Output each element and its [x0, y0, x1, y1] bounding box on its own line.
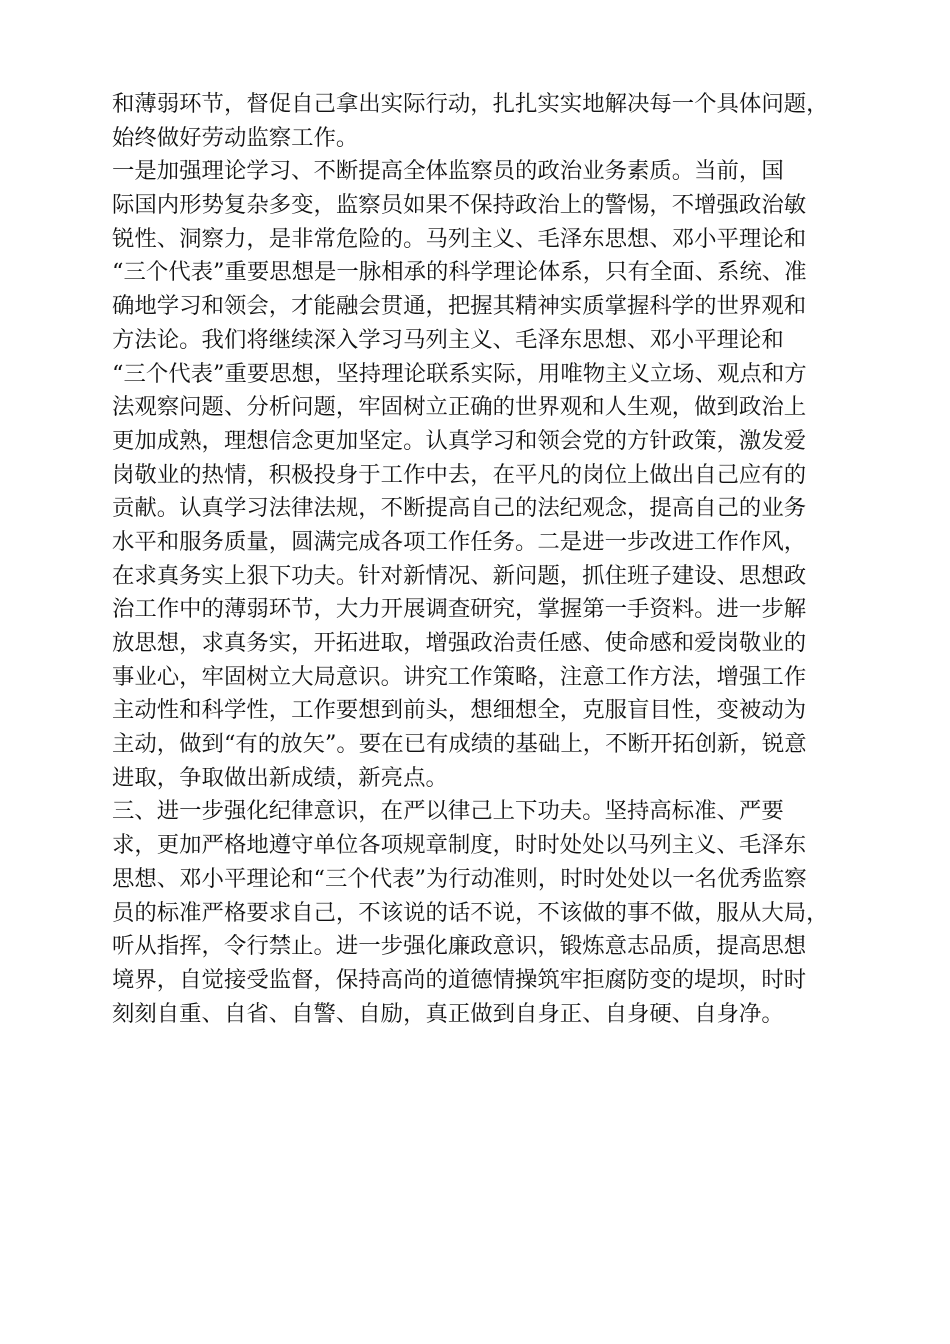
text-line: 一是加强理论学习、不断提高全体监察员的政治业务素质。当前，国	[112, 158, 784, 185]
text-line: 贡献。认真学习法律法规，不断提高自己的法纪观念，提高自己的业务	[112, 495, 807, 522]
text-line: 员的标准严格要求自己，不该说的话不说，不该做的事不做，服从大局，	[112, 899, 829, 926]
text-line: 治工作中的薄弱环节，大力开展调查研究，掌握第一手资料。进一步解	[112, 596, 807, 623]
text-line: 三、进一步强化纪律意识，在严以律己上下功夫。坚持高标准、严要	[112, 798, 784, 825]
text-line: 锐性、洞察力，是非常危险的。马列主义、毛泽东思想、邓小平理论和	[112, 225, 807, 252]
text-line: 思想、邓小平理论和“三个代表”为行动准则，时时处处以一名优秀监察	[112, 865, 807, 892]
text-line: 方法论。我们将继续深入学习马列主义、毛泽东思想、邓小平理论和	[112, 326, 784, 353]
text-line: 际国内形势复杂多变，监察员如果不保持政治上的警惕，不增强政治敏	[112, 192, 807, 219]
text-line: “三个代表”重要思想，坚持理论联系实际，用唯物主义立场、观点和方	[112, 360, 807, 387]
text-line: 岗敬业的热情，积极投身于工作中去，在平凡的岗位上做出自己应有的	[112, 461, 807, 488]
text-line: 更加成熟，理想信念更加坚定。认真学习和领会党的方针政策，激发爱	[112, 427, 807, 454]
text-line: 水平和服务质量，圆满完成各项工作任务。二是进一步改进工作作风，	[112, 528, 807, 555]
text-line: 求，更加严格地遵守单位各项规章制度，时时处处以马列主义、毛泽东	[112, 832, 807, 859]
text-line: 法观察问题、分析问题，牢固树立正确的世界观和人生观，做到政治上	[112, 394, 807, 421]
text-line: 主动性和科学性，工作要想到前头，想细想全，克服盲目性，变被动为	[112, 697, 807, 724]
text-line: 刻刻自重、自省、自警、自励，真正做到自身正、自身硬、自身净。	[112, 1000, 784, 1027]
body-text	[112, 88, 847, 1031]
text-line: 和薄弱环节，督促自己拿出实际行动，扎扎实实地解决每一个具体问题，	[112, 91, 829, 117]
text-line: 境界，自觉接受监督，保持高尚的道德情操筑牢拒腐防变的堤坝，时时	[112, 966, 807, 993]
text-line: 主动，做到“有的放矢”。要在已有成绩的基础上，不断开拓创新，锐意	[112, 731, 807, 758]
text-line: 放思想，求真务实，开拓进取，增强政治责任感、使命感和爱岗敬业的	[112, 630, 807, 656]
text-line: “三个代表”重要思想是一脉相承的科学理论体系，只有全面、系统、准	[112, 259, 807, 286]
text-line: 在求真务实上狠下功夫。针对新情况、新问题，抓住班子建设、思想政	[112, 562, 807, 589]
text-line: 始终做好劳动监察工作。	[112, 124, 359, 151]
text-line: 确地学习和领会，才能融会贯通，把握其精神实质掌握科学的世界观和	[112, 293, 807, 320]
text-line: 事业心，牢固树立大局意识。讲究工作策略，注意工作方法，增强工作	[112, 663, 807, 690]
text-line: 听从指挥，令行禁止。进一步强化廉政意识，锻炼意志品质，提高思想	[112, 933, 807, 960]
text-line: 进取，争取做出新成绩，新亮点。	[112, 764, 448, 791]
